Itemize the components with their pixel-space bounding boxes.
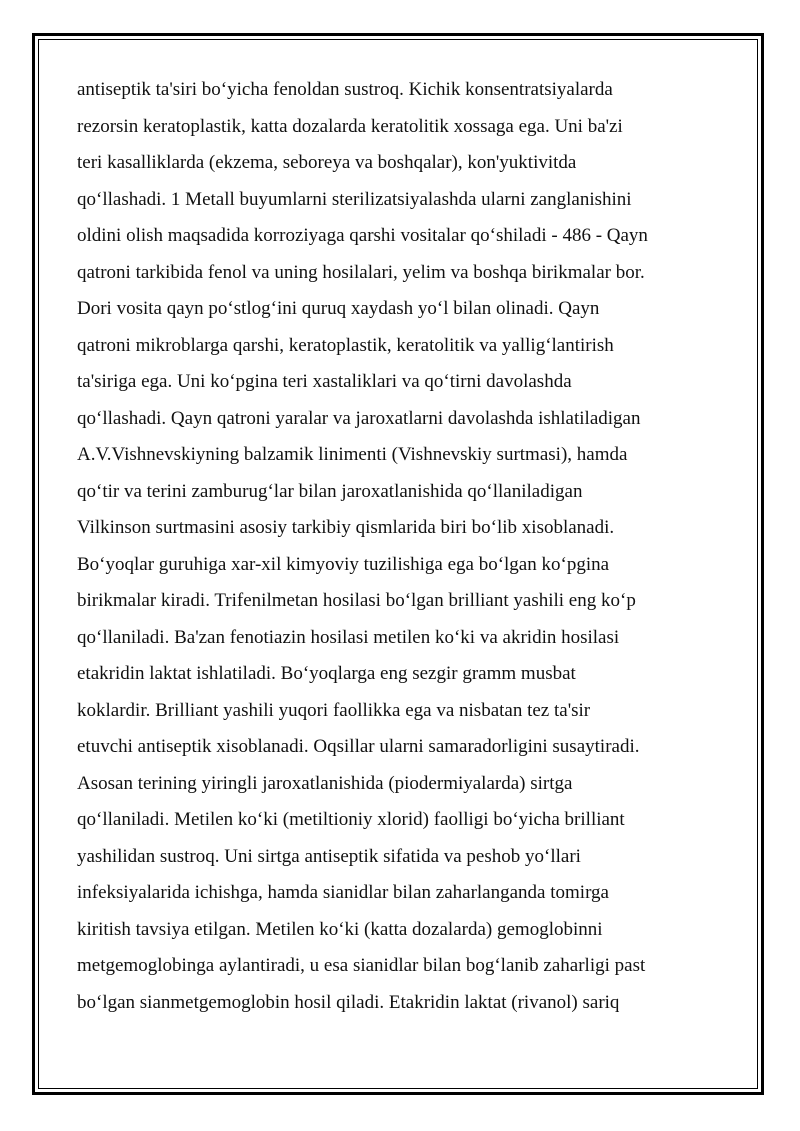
text-line: A.V.Vishnevskiyning balzamik linimenti (Vishnevskiy surtmasi), hamda [77,444,628,465]
text-line: birikmalar kiradi. Trifenilmetan hosilasi bo‘lgan brilliant yashili eng ko‘p [77,590,636,611]
text-line: bo‘lgan sianmetgemoglobin hosil qiladi. Etakridin laktat (rivanol) sariq [77,991,620,1013]
text-line: qo‘llashadi. 1 Metall buyumlarni sterilizatsiyalashda ularni zanglanishini [77,188,632,210]
text-line: qo‘llashadi. Qayn qatroni yaralar va jaroxatlarni davolashda ishlatiladigan [77,407,641,429]
text-line: qatroni mikroblarga qarshi, keratoplastik, keratolitik va yallig‘lantirish [77,334,614,356]
text-line: qo‘tir va terini zamburug‘lar bilan jaroxatlanishida qo‘llaniladigan [77,480,583,502]
text-line: Dori vosita qayn po‘stlog‘ini quruq xaydash yo‘l bilan olinadi. Qayn [77,298,600,319]
text-line: qo‘llaniladi. Metilen ko‘ki (metiltioniy xlorid) faolligi bo‘yicha brilliant [77,809,625,830]
text-line: oldini olish maqsadida korroziyaga qarshi vositalar qo‘shiladi - 486 - Qayn [77,225,648,246]
text-line: etakridin laktat ishlatiladi. Bo‘yoqlarga eng sezgir gramm musbat [77,663,576,684]
text-line: koklardir. Brilliant yashili yuqori faollikka ega va nisbatan tez ta'sir [77,699,591,721]
text-line: antiseptik ta'siri bo‘yicha fenoldan sustroq. Kichik konsentratsiyalarda [77,79,613,100]
text-line: rezorsin keratoplastik, katta dozalarda keratolitik xossaga ega. Uni ba'zi [77,115,623,137]
text-line: qo‘llaniladi. Ba'zan fenotiazin hosilasi metilen ko‘ki va akridin hosilasi [77,626,620,648]
text-line: Asosan terining yiringli jaroxatlanishida (piodermiyalarda) sirtga [77,772,573,794]
text-line: Vilkinson surtmasini asosiy tarkibiy qismlarida biri bo‘lib xisoblanadi. [77,517,615,538]
text-line: teri kasalliklarda (ekzema, seboreya va boshqalar), kon'yuktivitda [77,152,577,173]
text-line: qatroni tarkibida fenol va uning hosilalari, yelim va boshqa birikmalar bor. [77,261,645,283]
text-line: etuvchi antiseptik xisoblanadi. Oqsillar ularni samaradorligini susaytiradi. [77,736,640,757]
text-line: kiritish tavsiya etilgan. Metilen ko‘ki (katta dozalarda) gemoglobinni [77,918,603,940]
text-line: metgemoglobinga aylantiradi, u esa sianidlar bilan bog‘lanib zaharligi past [77,955,646,976]
text-line: yashilidan sustroq. Uni sirtga antiseptik sifatida va peshob yo‘llari [77,845,581,867]
text-line: Bo‘yoqlar guruhiga xar-xil kimyoviy tuzilishiga ega bo‘lgan ko‘pgina [77,553,610,575]
document-body [77,72,727,1021]
text-line: ta'siriga ega. Uni ko‘pgina teri xastaliklari va qo‘tirni davolashda [77,371,572,392]
text-line: infeksiyalarida ichishga, hamda sianidlar bilan zaharlanganda tomirga [77,882,609,903]
